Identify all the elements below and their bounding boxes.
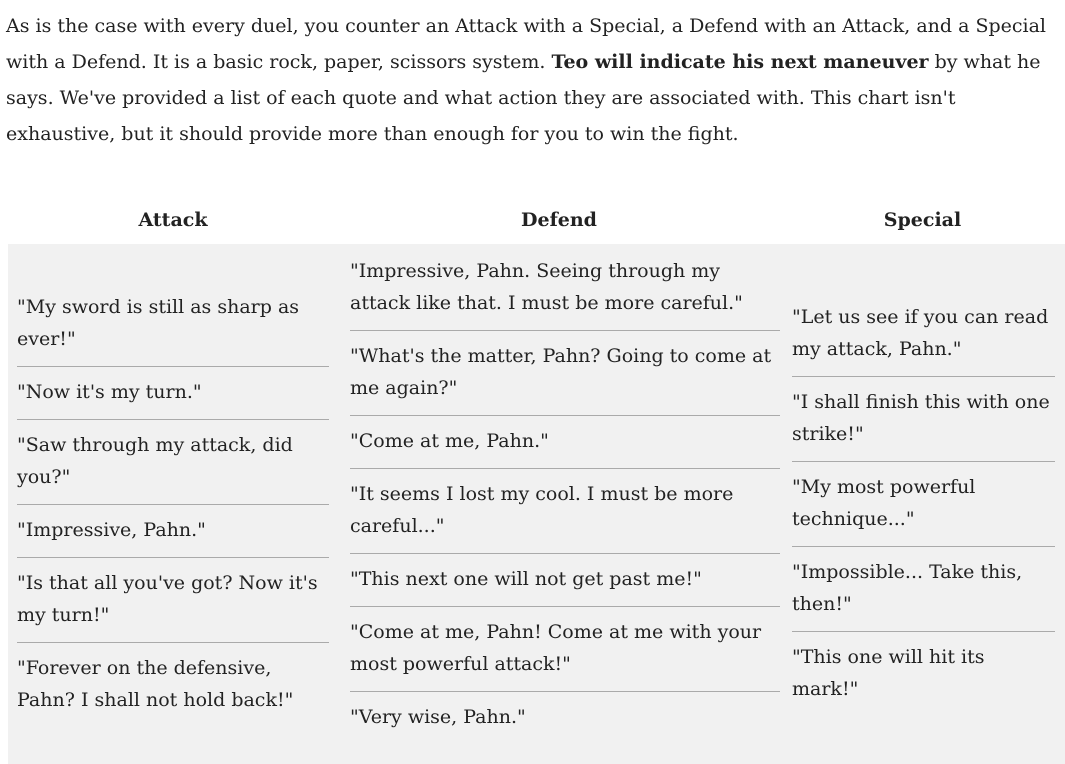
defend-quote: "Impressive, Pahn. Seeing through my attack like that. I must be more careful.": [350, 246, 780, 331]
attack-quote: "Impressive, Pahn.": [17, 505, 329, 558]
header-special: Special: [883, 209, 962, 231]
defend-quote: "This next one will not get past me!": [350, 554, 780, 607]
attack-quote: "Saw through my attack, did you?": [17, 420, 329, 505]
defend-column: [338, 244, 780, 764]
special-quote: "My most powerful technique...": [792, 462, 1055, 547]
special-column: [780, 244, 1065, 764]
defend-quote: "What's the matter, Pahn? Going to come at me again?": [350, 331, 780, 416]
attack-quote: "Forever on the defensive, Pahn? I shall not hold back!": [17, 656, 294, 711]
quote-action-table: [8, 196, 1065, 764]
intro-text-end: by what he says. We've provided a list of each quote and what action they are associated with. This chart isn't exhaustive, but it should provide more than enough for you to win the fight.: [6, 51, 1041, 145]
header-defend: Defend: [521, 209, 597, 231]
defend-quote: "Come at me, Pahn! Come at me with your most powerful attack!": [350, 607, 780, 692]
special-quote: "I shall finish this with one strike!": [792, 377, 1055, 462]
table-header-row: [8, 196, 1065, 244]
defend-quote: "Very wise, Pahn.": [350, 706, 526, 728]
attack-column: [8, 244, 338, 764]
special-quote: "Impossible... Take this, then!": [792, 547, 1055, 632]
special-quote: "Let us see if you can read my attack, Pahn.": [792, 292, 1055, 377]
header-attack: Attack: [138, 209, 208, 231]
intro-paragraph: [6, 8, 1064, 152]
special-quote: "This one will hit its mark!": [792, 646, 985, 700]
intro-text-start: As is the case with every duel, you counter an Attack with a Special, a Defend with an Attack, and a Special with a Defend. It is a basic rock, paper, scissors system.: [6, 15, 1047, 73]
defend-quote: "Come at me, Pahn.": [350, 416, 780, 469]
attack-quote: "Now it's my turn.": [17, 367, 329, 420]
attack-quote: "Is that all you've got? Now it's my turn!": [17, 558, 329, 643]
table-body-row: [8, 244, 1065, 764]
attack-quote: "My sword is still as sharp as ever!": [17, 282, 329, 367]
intro-bold-text: Teo will indicate his next maneuver: [551, 51, 929, 73]
defend-quote: "It seems I lost my cool. I must be more careful...": [350, 469, 780, 554]
